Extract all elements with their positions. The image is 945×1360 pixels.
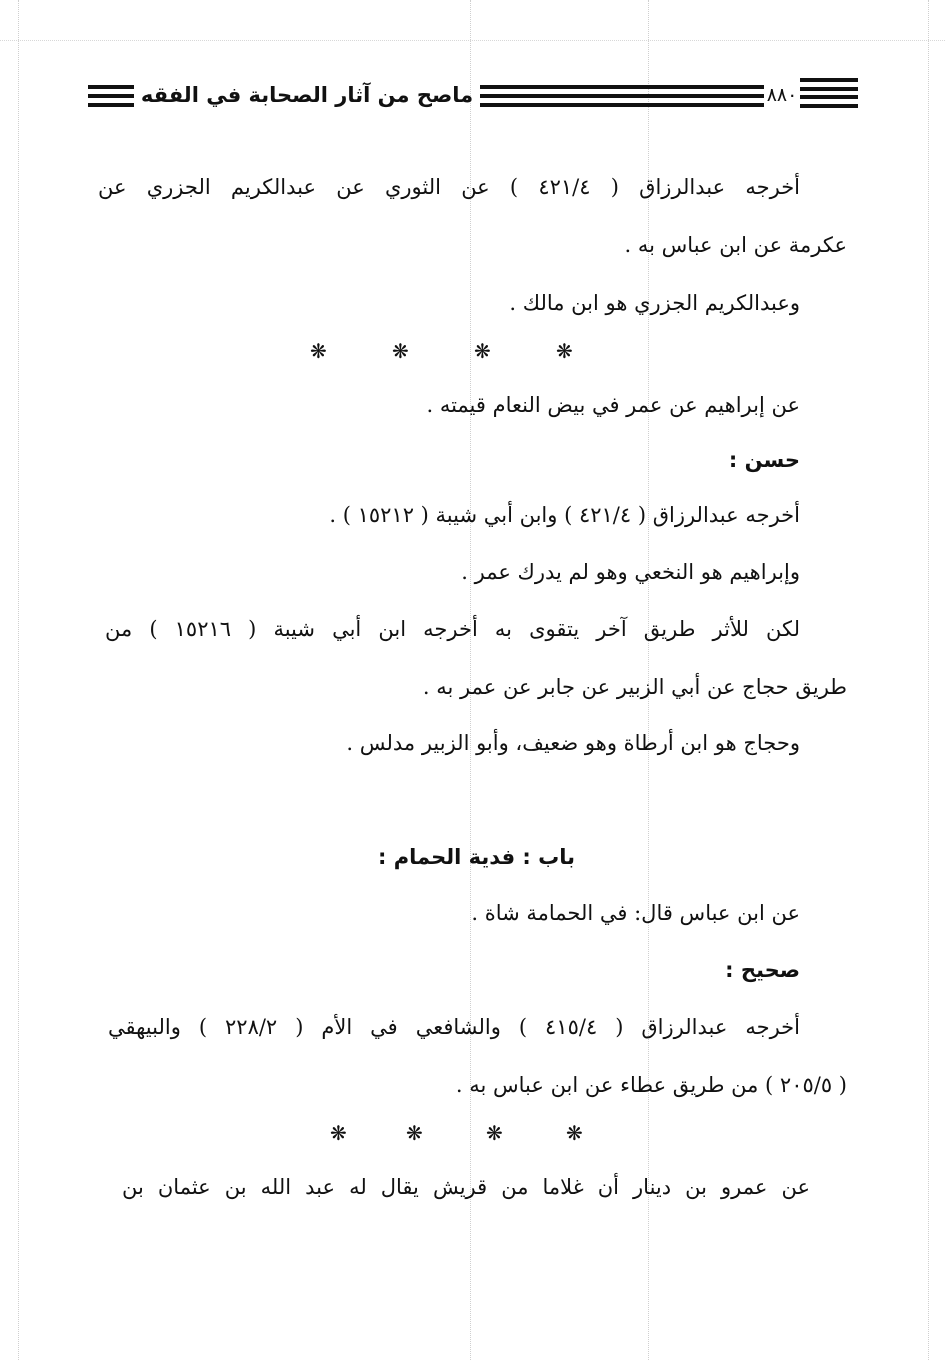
grade-heading: صحيح : (725, 958, 800, 982)
page-header (88, 74, 858, 118)
text-line: عن ابن عباس قال: في الحمامة شاة . (471, 901, 800, 925)
text-line: عن إبراهيم عن عمر في بيض النعام قيمته . (426, 393, 800, 417)
text-line: عن عمرو بن دينار أن غلاما من قريش يقال له عبد الله بن عثمان بن (122, 1175, 810, 1199)
separator-star-icon: ❋ (330, 1121, 347, 1145)
scan-guide-line (928, 0, 929, 1360)
separator-star-icon: ❋ (392, 339, 409, 363)
text-line: أخرجه عبدالرزاق ( ٤٢١/٤ ) وابن أبي شيبة ( ١٥٢١٢ ) . (329, 503, 800, 527)
text-line: لكن للأثر طريق آخر يتقوى به أخرجه ابن أبي شيبة ( ١٥٢١٦ ) من (105, 617, 800, 641)
chapter-heading: باب : فدية الحمام : (378, 845, 575, 869)
text-line: عكرمة عن ابن عباس به . (624, 233, 847, 257)
text-line: وعبدالكريم الجزري هو ابن مالك . (509, 291, 800, 315)
scan-guide-line (0, 40, 945, 41)
separator-star-icon: ❋ (566, 1121, 583, 1145)
separator-star-icon: ❋ (486, 1121, 503, 1145)
text-line: أخرجه عبدالرزاق ( ٤٢١/٤ ) عن الثوري عن عبدالكريم الجزري عن (98, 175, 801, 199)
separator-star-icon: ❋ (406, 1121, 423, 1145)
header-rule-right (800, 78, 858, 108)
text-line: أخرجه عبدالرزاق ( ٤١٥/٤ ) والشافعي في الأم ( ٢٢٨/٢ ) والبيهقي (108, 1015, 800, 1039)
section-separator (330, 1118, 590, 1148)
text-line: طريق حجاج عن أبي الزبير عن جابر عن عمر به . (422, 675, 847, 699)
separator-star-icon: ❋ (474, 339, 491, 363)
header-rule-left (88, 85, 134, 107)
header-rule-middle (480, 85, 764, 107)
separator-star-icon: ❋ (556, 339, 573, 363)
separator-star-icon: ❋ (310, 339, 327, 363)
running-title: ماصح من آثار الصحابة في الفقه (140, 83, 474, 107)
text-line: ( ٢٠٥/٥ ) من طريق عطاء عن ابن عباس به . (455, 1073, 847, 1097)
section-separator (310, 336, 590, 366)
page-number: ٨٨٠ (766, 84, 798, 106)
scan-guide-line (18, 0, 19, 1360)
text-line: وحجاج هو ابن أرطاة وهو ضعيف، وأبو الزبير مدلس . (346, 731, 800, 755)
text-line: وإبراهيم هو النخعي وهو لم يدرك عمر . (461, 560, 800, 584)
grade-heading: حسن : (728, 448, 800, 472)
